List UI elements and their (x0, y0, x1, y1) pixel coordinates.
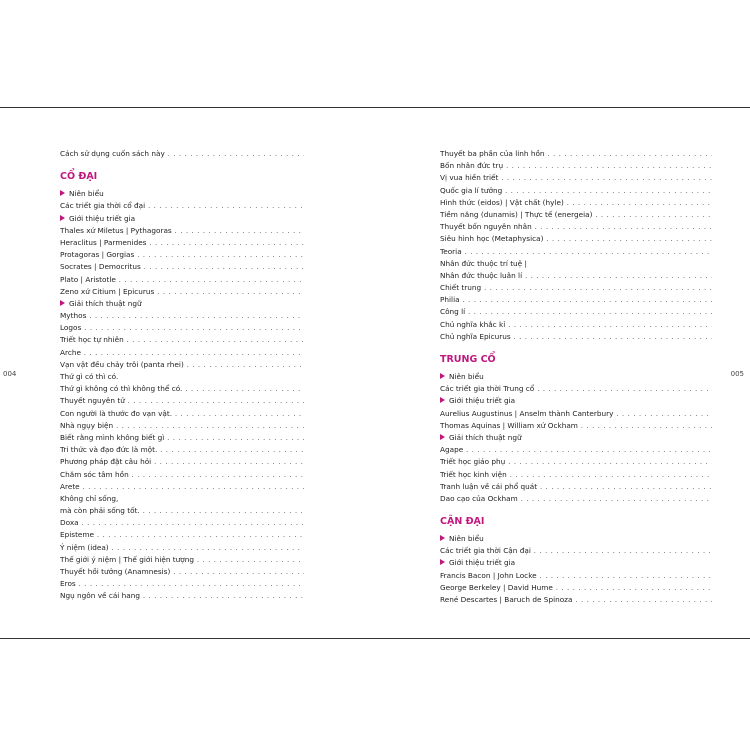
toc-entry[interactable] (60, 444, 304, 456)
toc-subheading (440, 371, 712, 383)
toc-subheading (440, 557, 712, 569)
entry-title: Socrates | Democritus . . . (60, 261, 304, 273)
toc-entry[interactable] (60, 334, 304, 346)
entry-title: Bốn nhân đức trụ . . . (440, 160, 712, 172)
toc-entry[interactable] (440, 456, 712, 468)
toc-entry[interactable] (60, 310, 304, 322)
entry-title: Tri thức và đạo đức là một. . . . (60, 444, 304, 456)
entry-title: Chăm sóc tâm hồn . . . (60, 469, 304, 481)
entry-title: mà còn phải sống tốt. . . . (60, 505, 304, 517)
subheading-label: Giải thích thuật ngữ (69, 298, 142, 308)
toc-entry[interactable] (60, 566, 304, 578)
entry-title: Agape . . . (440, 444, 712, 456)
toc-entry[interactable] (60, 395, 304, 407)
toc-subheading (60, 298, 304, 310)
toc-entry[interactable] (440, 160, 712, 172)
entry-title: Heraclitus | Parmenides . . . (60, 237, 304, 249)
subheading-label: Giới thiệu triết gia (449, 558, 516, 568)
toc-entry[interactable] (60, 420, 304, 432)
toc-entry[interactable] (440, 383, 712, 395)
toc-entry[interactable] (440, 294, 712, 306)
toc-entry[interactable] (440, 570, 712, 582)
toc-subheading (440, 533, 712, 545)
entry-title: Cách sử dụng cuốn sách này . . . (60, 148, 304, 160)
entry-title: Zeno xứ Citium | Epicurus . . . (60, 286, 304, 298)
entry-title: Thứ gì không có thì không thể có. . . . (60, 383, 304, 395)
entry-title: Protagoras | Gorgias . . . (60, 249, 304, 261)
entry-title: Thomas Aquinas | William xứ Ockham . . . (440, 420, 712, 432)
section-heading-can-dai: CẬN ĐẠI (440, 516, 485, 528)
subheading-label: Niên biểu (449, 372, 484, 381)
toc-entry[interactable] (60, 517, 304, 529)
entry-title: Vạn vật đều chảy trôi (panta rhei) . . . (60, 359, 304, 371)
entry-title: Teoria . . . (440, 246, 712, 258)
toc-entry[interactable] (440, 420, 712, 432)
subheading-label: Giải thích thuật ngữ (449, 432, 522, 442)
triangle-bullet-icon (440, 535, 445, 541)
subheading-label: Niên biểu (69, 189, 104, 199)
subheading-label: Niên biểu (449, 534, 484, 544)
toc-entry[interactable] (440, 221, 712, 233)
right-page-number: 005 (730, 370, 744, 378)
toc-entry[interactable] (440, 481, 712, 493)
triangle-bullet-icon (440, 559, 445, 565)
entry-title: Logos . . . (60, 322, 304, 334)
section-heading-trung-co: TRUNG CỔ (440, 354, 496, 365)
toc-entry[interactable] (440, 233, 712, 245)
entry-title: Philia . . . (440, 294, 712, 306)
entry-title: Thuyết ba phần của linh hồn . . . (440, 148, 712, 160)
toc-entry-intro[interactable] (60, 148, 304, 160)
entry-title: Francis Bacon | John Locke . . . (440, 570, 712, 582)
toc-entry[interactable] (440, 594, 712, 606)
triangle-bullet-icon (60, 300, 65, 306)
toc-entry[interactable] (60, 481, 304, 493)
entry-title: Phương pháp đặt câu hỏi . . . (60, 456, 304, 468)
entry-title: René Descartes | Baruch de Spinoza . . . (440, 594, 712, 606)
toc-entry[interactable] (440, 209, 712, 221)
entry-title: Biết rằng mình không biết gì . . . (60, 432, 304, 444)
toc-subheading (440, 432, 712, 444)
toc-subheading (440, 395, 712, 407)
entry-title: Arche . . . (60, 347, 304, 359)
entry-title: Các triết gia thời Trung cổ . . . (440, 383, 712, 395)
entry-title: Triết học tự nhiên . . . (60, 334, 304, 346)
entry-title: Vị vua hiền triết . . . (440, 172, 712, 184)
toc-entry[interactable] (60, 322, 304, 334)
entry-title: Arete . . . (60, 481, 304, 493)
toc-subheading (60, 188, 304, 200)
right-toc-column (440, 148, 712, 606)
toc-entry[interactable] (440, 246, 712, 258)
entry-title: Nhân đức thuộc luân lí . . . (440, 270, 712, 282)
entry-title: Thế giới ý niệm | Thế giới hiện tượng . . . (60, 554, 304, 566)
toc-entry[interactable] (60, 505, 304, 517)
toc-entry[interactable] (60, 249, 304, 261)
toc-entry[interactable] (60, 542, 304, 554)
toc-entry[interactable] (440, 197, 712, 209)
entry-title: Eros . . . (60, 578, 304, 590)
triangle-bullet-icon (60, 190, 65, 196)
toc-entry[interactable] (440, 172, 712, 184)
entry-title: Chiết trung . . . (440, 282, 712, 294)
triangle-bullet-icon (440, 434, 445, 440)
entry-title: Các triết gia thời cổ đại . . . (60, 200, 304, 212)
toc-entry[interactable] (440, 185, 712, 197)
entry-title: Ý niệm (idea) . . . (60, 542, 304, 554)
entry-title: Thuyết hồi tưởng (Anamnesis) . . . (60, 566, 304, 578)
entry-title: Dao cạo của Ockham . . . (440, 493, 712, 505)
toc-entry[interactable] (60, 469, 304, 481)
toc-entry[interactable] (440, 319, 712, 331)
toc-entry[interactable] (60, 274, 304, 286)
entry-title: Thales xứ Miletus | Pythagoras . . . (60, 225, 304, 237)
left-page-number: 004 (3, 370, 17, 378)
toc-entry[interactable] (60, 225, 304, 237)
toc-entry[interactable] (60, 408, 304, 420)
subheading-label: Giới thiệu triết gia (449, 396, 516, 406)
entry-title: Thuyết nguyên tử . . . (60, 395, 304, 407)
toc-entry[interactable] (440, 408, 712, 420)
triangle-bullet-icon (60, 215, 65, 221)
entry-title: Con người là thước đo vạn vật. . . . (60, 408, 304, 420)
toc-entry[interactable] (60, 359, 304, 371)
entry-title: Triết học giáo phụ . . . (440, 456, 712, 468)
entry-title: Tranh luận về cái phổ quát . . . (440, 481, 712, 493)
entry-title: Aurelius Augustinus | Anselm thành Canterbury . . . (440, 408, 712, 420)
toc-entry[interactable] (60, 590, 304, 602)
entry-title: Triết học kinh viện . . . (440, 469, 712, 481)
toc-entry[interactable] (60, 347, 304, 359)
toc-entry[interactable] (440, 306, 712, 318)
toc-entry[interactable] (60, 200, 304, 212)
toc-entry[interactable] (440, 493, 712, 505)
toc-entry[interactable] (440, 331, 712, 343)
toc-entry[interactable] (60, 554, 304, 566)
toc-entry[interactable] (60, 261, 304, 273)
toc-entry[interactable] (60, 237, 304, 249)
entry-title: Công lí . . . (440, 306, 712, 318)
entry-title: Quốc gia lí tưởng . . . (440, 185, 712, 197)
toc-entry[interactable] (60, 383, 304, 395)
toc-entry[interactable] (440, 444, 712, 456)
toc-entry[interactable] (440, 545, 712, 557)
toc-entry[interactable] (60, 456, 304, 468)
entry-title: Siêu hình học (Metaphysica) . . . (440, 233, 712, 245)
toc-entry[interactable] (440, 582, 712, 594)
toc-entry-line[interactable]: Thứ gì có thì có. (60, 372, 119, 381)
triangle-bullet-icon (440, 397, 445, 403)
toc-entry-line[interactable]: Nhân đức thuộc trí tuệ | (440, 258, 527, 268)
toc-entry[interactable] (440, 270, 712, 282)
section-heading-co-dai: CỔ ĐẠI (60, 171, 98, 183)
subheading-label: Giới thiệu triết gia (69, 213, 136, 223)
entry-title: George Berkeley | David Hume . . . (440, 582, 712, 594)
toc-entry[interactable] (60, 286, 304, 298)
entry-title: Tiềm năng (dunamis) | Thực tế (energeia) . . . (440, 209, 712, 221)
entry-title: Doxa . . . (60, 517, 304, 529)
toc-entry[interactable] (440, 282, 712, 294)
toc-entry[interactable] (60, 578, 304, 590)
entry-title: Chủ nghĩa khắc kỉ . . . (440, 319, 712, 331)
entry-title: Plato | Aristotle . . . (60, 274, 304, 286)
entry-title: Mythos . . . (60, 310, 304, 322)
entry-title: Ngụ ngôn về cái hang . . . (60, 590, 304, 602)
entry-title: Các triết gia thời Cận đại . . . (440, 545, 712, 557)
entry-title: Thuyết bốn nguyên nhân . . . (440, 221, 712, 233)
entry-title: Nhà ngụy biện . . . (60, 420, 304, 432)
left-toc-column (60, 148, 304, 603)
entry-title: Episteme . . . (60, 529, 304, 541)
toc-entry-line[interactable]: Không chỉ sống, (60, 493, 119, 503)
toc-entry[interactable] (60, 529, 304, 541)
toc-entry[interactable] (440, 469, 712, 481)
entry-title: Chủ nghĩa Epicurus . . . (440, 331, 712, 343)
toc-entry[interactable] (440, 148, 712, 160)
toc-entry[interactable] (60, 432, 304, 444)
triangle-bullet-icon (440, 373, 445, 379)
entry-title: Hình thức (eidos) | Vật chất (hyle) . . . (440, 197, 712, 209)
toc-subheading (60, 213, 304, 225)
